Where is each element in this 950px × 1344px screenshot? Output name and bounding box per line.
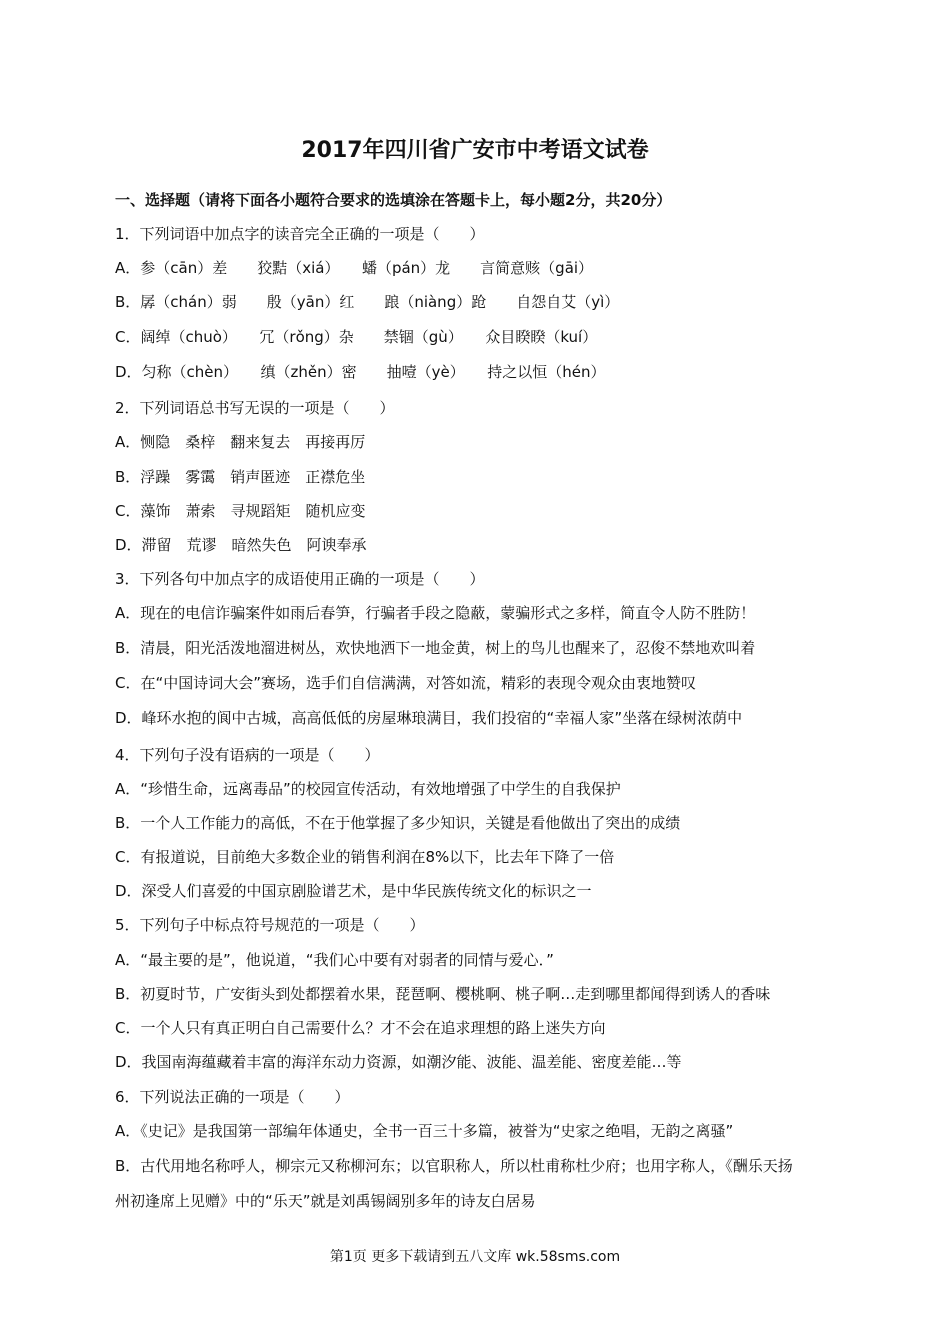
question-3: 3．下列各句中加点字的成语使用正确的一项是（ ） — [115, 570, 485, 588]
option-5d: D．我国南海蕴藏着丰富的海洋东动力资源，如潮汐能、波能、温差能、密度差能…等 — [115, 1053, 682, 1071]
option-2a: A．恻隐 桑梓 翻来复去 再接再厉 — [115, 433, 366, 451]
option-1c: C．阔绰（chuò） 冗（rǒng）杂 禁锢（gù） 众目睽睽（kuí） — [115, 328, 598, 346]
question-2: 2．下列词语总书写无误的一项是（ ） — [115, 399, 395, 417]
option-5c: C．一个人只有真正明白自己需要什么？才不会在追求理想的路上迷失方向 — [115, 1019, 606, 1037]
option-5a: A．“最主要的是”，他说道，“我们心中要有对弱者的同情与爱心．” — [115, 951, 554, 969]
option-1b: B．孱（chán）弱 殷（yān）红 踉（niàng）跄 自怨自艾（yì） — [115, 293, 620, 311]
question-6: 6．下列说法正确的一项是（ ） — [115, 1088, 350, 1106]
option-3c: C．在“中国诗词大会”赛场，选手们自信满满，对答如流，精彩的表现令观众由衷地赞叹 — [115, 674, 697, 692]
option-4b: B．一个人工作能力的高低，不在于他掌握了多少知识，关键是看他做出了突出的成绩 — [115, 814, 681, 832]
option-5b: B．初夏时节，广安街头到处都摆着水果，琵琶啊、樱桃啊、桃子啊…走到哪里都闻得到诱人的香味 — [115, 985, 771, 1003]
option-6b-continued: 州初逢席上见赠》中的“乐天”就是刘禹锡阔别多年的诗友白居易 — [115, 1192, 536, 1210]
option-4a: A．“珍惜生命，远离毒品”的校园宣传活动，有效地增强了中学生的自我保护 — [115, 780, 621, 798]
question-5: 5．下列句子中标点符号规范的一项是（ ） — [115, 916, 425, 934]
option-3a: A．现在的电信诈骗案件如雨后春笋，行骗者手段之隐蔽，蒙骗形式之多样，简直令人防不胜防！ — [115, 604, 756, 622]
page-title: 2017年四川省广安市中考语文试卷 — [301, 138, 649, 163]
option-2b: B．浮躁 雾霭 销声匿迹 正襟危坐 — [115, 468, 366, 486]
option-1a: A．参（cān）差 狡黠（xiá） 蟠（pán）龙 言简意赅（gāi） — [115, 259, 594, 277]
option-6a: A．《史记》是我国第一部编年体通史，全书一百三十多篇，被誉为“史家之绝唱，无韵之离骚” — [115, 1122, 734, 1140]
option-6b: B．古代用地名称呼人，柳宗元又称柳河东；以官职称人，所以杜甫称杜少府；也用字称人，《酬乐天扬 — [115, 1157, 793, 1175]
option-1d: D．匀称（chèn） 缜（zhěn）密 抽噎（yè） 持之以恒（hén） — [115, 363, 606, 381]
question-4: 4．下列句子没有语病的一项是（ ） — [115, 746, 380, 764]
option-3d: D．峰环水抱的阆中古城，高高低低的房屋琳琅满目，我们投宿的“幸福人家”坐落在绿树浓荫中 — [115, 709, 743, 727]
option-4c: C．有报道说，目前绝大多数企业的销售利润在8%以下，比去年下降了一倍 — [115, 848, 615, 866]
question-1: 1．下列词语中加点字的读音完全正确的一项是（ ） — [115, 225, 485, 243]
page-footer: 第1页 更多下载请到五八文库 wk.58sms.com — [329, 1249, 621, 1265]
option-4d: D．深受人们喜爱的中国京剧脸谱艺术，是中华民族传统文化的标识之一 — [115, 882, 592, 900]
option-2d: D．滞留 荒谬 暗然失色 阿谀奉承 — [115, 536, 367, 554]
section-header: 一、选择题（请将下面各小题符合要求的选填涂在答题卡上，每小题2分，共20分） — [115, 191, 672, 209]
option-2c: C．藻饰 萧索 寻规蹈矩 随机应变 — [115, 502, 366, 520]
option-3b: B．清晨，阳光活泼地溜进树丛，欢快地洒下一地金黄，树上的鸟儿也醒来了，忍俊不禁地欢叫着 — [115, 639, 756, 657]
